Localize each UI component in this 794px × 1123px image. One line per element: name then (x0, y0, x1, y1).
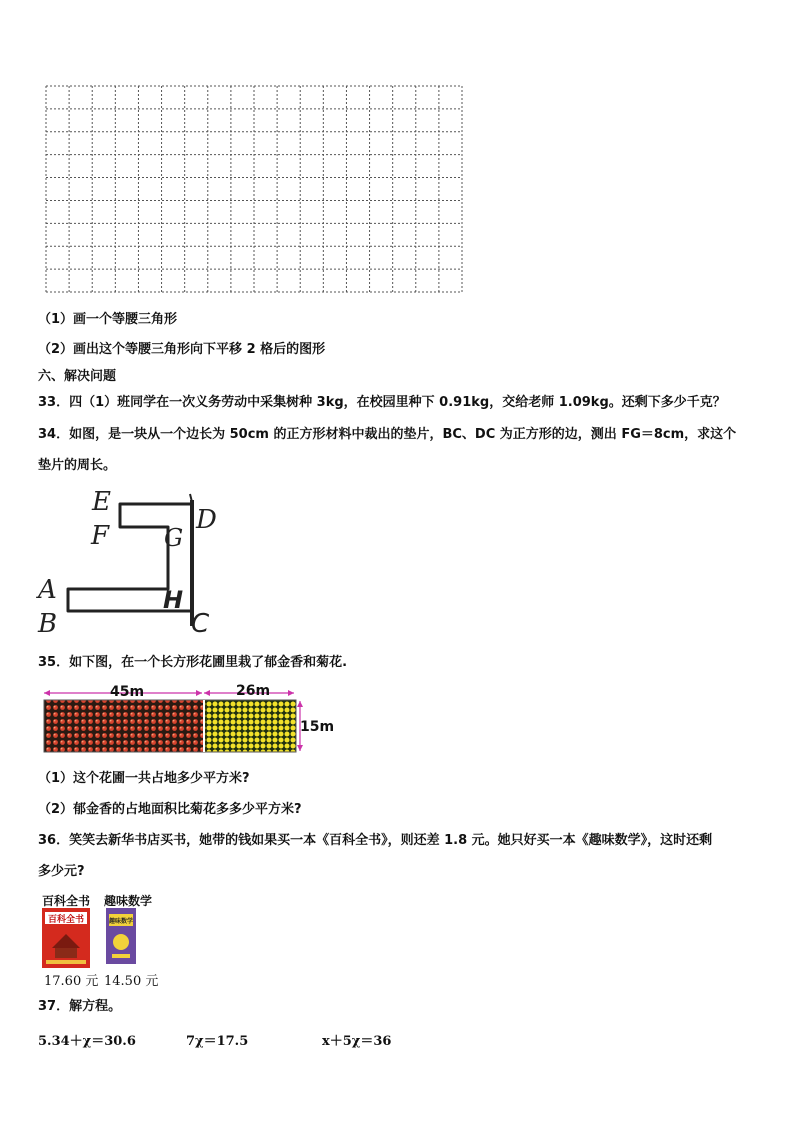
label-b: B (38, 609, 58, 638)
gasket-svg (36, 486, 226, 638)
question-34-line1: 34．如图，是一块从一个边长为 50cm 的正方形材料中裁出的垫片，BC、DC 为正方形的边，测出 FG＝8cm，求这个 (38, 427, 737, 442)
gasket-figure (36, 486, 226, 638)
fun-math-cover-image (106, 908, 136, 964)
equation-3: x＋5χ＝36 (322, 1034, 392, 1049)
label-d: D (196, 505, 217, 535)
book1-price: 17.60 元 (44, 974, 99, 989)
book2-price: 14.50 元 (104, 974, 159, 989)
label-c: C (191, 609, 210, 638)
label-h: H (163, 586, 184, 614)
flowerbed-svg (38, 683, 338, 755)
label-f: F (91, 521, 110, 551)
label-g: G (164, 524, 184, 552)
section-title: 六、解决问题 (38, 369, 117, 384)
question-35-part1: （1）这个花圃一共占地多少平方米? (38, 771, 250, 786)
grid-question-part1: （1）画一个等腰三角形 (38, 312, 178, 327)
label-e: E (92, 487, 111, 517)
book2-cover (106, 908, 136, 964)
dim-tulip-label: 45m (110, 684, 145, 700)
book1-cover (42, 908, 90, 968)
encyclopedia-cover-image (42, 908, 90, 968)
question-34-line2: 垫片的周长。 (38, 458, 117, 473)
question-35-intro: 35．如下图，在一个长方形花圃里栽了郁金香和菊花. (38, 655, 348, 670)
dim-mum-label: 26m (236, 683, 271, 699)
book2-title: 趣味数学 (104, 894, 153, 908)
book2-cover-text: 趣味数学 (108, 918, 134, 925)
drawing-grid (45, 85, 463, 293)
question-35-part2: （2）郁金香的占地面积比菊花多多少平方米? (38, 802, 302, 817)
label-a: A (38, 575, 57, 605)
question-36-line2: 多少元? (38, 864, 85, 879)
dim-height-label: 15m (300, 719, 335, 735)
book1-cover-text: 百科全书 (47, 915, 85, 925)
dotted-grid-svg (45, 85, 463, 293)
question-37-title: 37．解方程。 (38, 999, 122, 1014)
flowerbed-figure (38, 683, 338, 755)
book1-title: 百科全书 (42, 894, 91, 908)
equation-2: 7χ＝17.5 (186, 1034, 249, 1049)
question-36-line1: 36．笑笑去新华书店买书，她带的钱如果买一本《百科全书》，则还差 1.8 元。她只好买一本《趣味数学》，这时还剩 (38, 833, 713, 848)
question-33: 33．四（1）班同学在一次义务劳动中采集树种 3kg，在校园里种下 0.91kg，交给老师 1.09kg。还剩下多少千克？ (38, 395, 726, 410)
equation-1: 5.34＋χ＝30.6 (38, 1034, 136, 1049)
grid-question-part2: （2）画出这个等腰三角形向下平移 2 格后的图形 (38, 342, 326, 357)
